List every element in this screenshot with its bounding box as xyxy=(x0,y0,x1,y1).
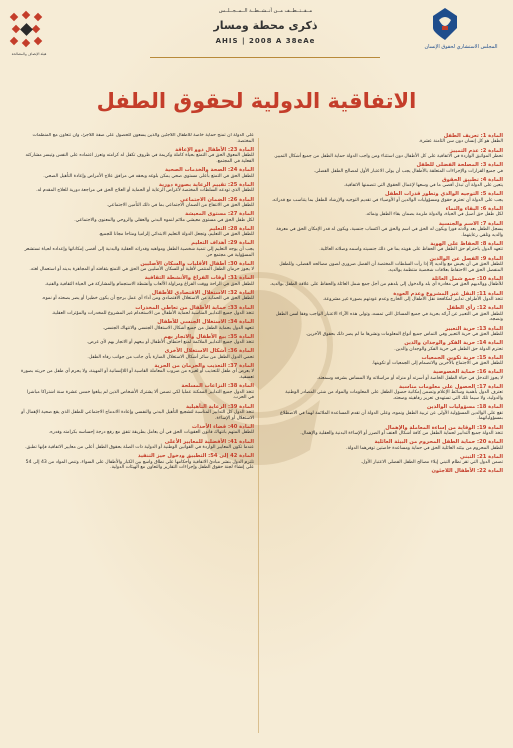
article-heading: المادة 25: تقييم الرعاية بصورة دورية xyxy=(158,181,254,188)
article-text: للطفل المعوق الحق في التمتع بحياة كاملة وكريمة في ظروف تكفل له كرامته وتعزز اعتماده على النفس وتيسر مشاركته الفعلية في المجتمع. xyxy=(25,153,254,165)
article-block xyxy=(269,256,503,274)
article-heading: المادة 30: أطفال الأقليات والسكان الأصليين xyxy=(140,260,254,267)
article-heading: المادة 6: البقاء والنماء xyxy=(445,205,503,212)
page-header xyxy=(0,0,513,62)
article-block xyxy=(20,439,254,451)
article-block xyxy=(20,167,254,179)
article-text: تحمي الدول الطفل من سائر أشكال الاستغلال الضارة بأي جانب من جوانب رفاه الطفل. xyxy=(87,354,254,360)
article-heading: المادة 1: تعريف الطفل xyxy=(443,133,503,139)
article-block xyxy=(269,369,503,381)
article-heading: المادة 15: حرية تكوين الجمعيات xyxy=(421,354,503,361)
article-block xyxy=(269,191,503,203)
right-text-column xyxy=(269,133,503,738)
equity-reconciliation-logo-icon xyxy=(8,10,46,54)
article-block xyxy=(20,319,254,331)
article-heading: المادة 4: تطبيق الحقوق xyxy=(442,176,503,183)
article-block xyxy=(20,197,254,209)
article-block xyxy=(269,241,503,253)
article-block xyxy=(269,305,503,323)
article-heading: المادة 41: الأفضلية للمعايير الأعلى xyxy=(164,438,254,445)
article-text: للطفل الحق في الحماية من الاستغلال الاقتصادي ومن أداء أي عمل يرجح أن يكون خطيرا أو يضر بصحته أو نموه. xyxy=(41,296,254,302)
column-divider xyxy=(258,138,259,733)
article-block xyxy=(20,348,254,360)
article-heading: المادة 8: الحفاظ على الهوية xyxy=(430,240,503,247)
article-text: تتخذ الدول جميع التدابير الملائمة لمنع اختطاف الأطفال أو بيعهم أو الاتجار بهم لأي غرض. xyxy=(86,340,254,346)
article-heading: المادة 27: مستوى المعيشة xyxy=(185,211,254,218)
article-block xyxy=(269,291,503,303)
ccdh-logo-icon xyxy=(430,6,460,42)
article-heading: المادة 20: حماية الطفل المحروم من البيئة العائلية xyxy=(374,439,503,446)
article-heading: المادة 32: الاستغلال الاقتصادي للأطفال xyxy=(151,289,254,296)
article-heading: المادة 24: الصحة والخدمات الصحية xyxy=(164,167,254,174)
article-text: لكل طفل حق أصيل في الحياة، والدولة ملزمة بضمان بقاء الطفل ونمائه. xyxy=(365,212,503,218)
article-text: لا يعرض أي طفل للتعذيب أو لغيره من ضروب المعاملة القاسية أو اللاإنسانية أو المهينة، ولا يحرم أي طفل من حريته بصورة تعسفية. xyxy=(20,369,254,381)
article-heading: المادة 7: الاسم والجنسية xyxy=(438,220,503,227)
article-heading: المادة 34: الاستغلال الجنسي للأطفال xyxy=(157,319,254,326)
article-block xyxy=(20,453,254,471)
article-text: للطفل الحق في أن يعيش مع والديه إلا إذا رأت السلطات المختصة أن الفصل ضروري لصون مصالحه الفضلى، وللطفل المنفصل الحق في الاحتفاظ بعلاقات شخصية منتظمة بوالديه. xyxy=(279,261,503,273)
article-block xyxy=(269,148,503,160)
article-text: للأطفال ووالديهم الحق في مغادرة أي بلد والدخول إلى بلدهم من أجل جمع شمل العائلة والحفاظ على علاقة الطفل بوالديه. xyxy=(269,282,503,288)
article-text: تلتزم الدول بنشر مبادئ الاتفاقية وأحكامها على نطاق واسع بين الكبار والأطفال على السواء، وتنص المواد من 43 إلى 54 على إنشاء لجنة حقوق الطفل وإجراءات التقارير والتعاون مع الهيئات الدولية. xyxy=(25,459,254,471)
article-block xyxy=(20,147,254,165)
article-block xyxy=(269,276,503,288)
article-heading: المادة 42 إلى 54: التطبيق ودخول حيز التنفيذ xyxy=(137,453,254,460)
article-text: يسجل الطفل بعد ولادته فورا ويكون له الحق في اسم والحق في اكتساب جنسية، ويكون له قدر الإمكان الحق في معرفة والديه وتلقي رعايتهما. xyxy=(276,226,503,238)
article-heading: المادة 36: أشكال الاستغلال الأخرى xyxy=(164,348,254,355)
article-block xyxy=(269,162,503,174)
article-heading: المادة 26: الضمان الاجتماعي xyxy=(179,196,254,203)
article-text: تتعهد الدول باحترام حق الطفل في الحفاظ على هويته بما في ذلك جنسيته واسمه وصلاته العائلية. xyxy=(319,247,503,253)
article-block xyxy=(20,383,254,401)
article-block xyxy=(20,211,254,223)
article-block xyxy=(269,206,503,218)
article-text: يجب أن يوجه التعليم إلى تنمية شخصية الطفل ومواهبه وقدراته العقلية والبدنية إلى أقصى إمكاناتها وإعداده لحياة تستشعر المسؤولية في مجتمع حر. xyxy=(24,246,254,258)
article-text: لا يجوز حرمان الطفل المنتمي لأقلية أو للسكان الأصليين من الحق في التمتع بثقافته أو المجاهرة بدينه أو استعمال لغته. xyxy=(29,267,254,273)
article-heading: المادة 9: الفصل عن الوالدين xyxy=(429,255,503,262)
article-text: للطفل الحق في الراحة ووقت الفراغ ومزاولة الألعاب وأنشطة الاستجمام والمشاركة في الحياة الثقافية والفنية. xyxy=(44,281,254,287)
article-heading: المادة 18: مسؤوليات الوالدين xyxy=(426,404,503,411)
article-text: تعترف الدول بأهمية وسائط الإعلام وتضمن إمكانية حصول الطفل على المعلومات والمواد من شتى المصادر الوطنية والدولية، ولا سيما تلك التي تستهدف تعزيز رفاهيته وصحته. xyxy=(285,390,503,402)
article-text: للطفل المتهم بانتهاك قانون العقوبات الحق في أن يعامل بطريقة تتفق مع رفع درجة إحساسه بكرامته وقدره. xyxy=(48,430,254,436)
article-heading: المادة 22: الأطفال اللاجئون xyxy=(431,468,503,475)
left-logo-caption: هيئة الإنصاف والمصالحة xyxy=(11,52,47,56)
article-block xyxy=(20,133,254,145)
article-text: تضمن الدول التي تقر نظام التبني إيلاء مصالح الطفل الفضلى الاعتبار الأول. xyxy=(360,460,503,466)
article-block xyxy=(20,424,254,436)
article-block xyxy=(269,425,503,437)
left-text-column xyxy=(20,133,254,738)
article-heading: المادة 35: بيع الأطفال والاتجار بهم xyxy=(163,333,254,340)
article-text: للطفل الحق في التمتع بأعلى مستوى صحي يمكن بلوغه وبحقه في مرافق علاج الأمراض وإعادة التأهيل الصحي. xyxy=(43,173,254,179)
article-heading: المادة 3: المصلحة الفضلى للطفل xyxy=(416,162,503,169)
article-heading: المادة 10: جمع شمل العائلة xyxy=(431,275,503,282)
article-block xyxy=(269,340,503,352)
article-heading: المادة 29: أهداف التعليم xyxy=(191,240,254,247)
article-text: الطفل هو كل إنسان دون سن الثامنة عشرة. xyxy=(418,139,503,145)
article-text: على الدولة أن تمنح حماية خاصة للأطفال اللاجئين والذين يسعون للحصول على صفة اللاجئ، وأن تتعاون مع المنظمات المختصة. xyxy=(32,133,254,144)
header-divider xyxy=(150,57,380,58)
article-text: للطفل المحروم من بيئته العائلية الحق في حماية ومساعدة خاصتين توفرهما الدولة. xyxy=(345,445,503,451)
article-heading: المادة 37: التعذيب والحرمان من الحرية xyxy=(154,362,254,369)
article-block xyxy=(20,261,254,273)
article-block xyxy=(269,439,503,451)
article-block xyxy=(20,182,254,194)
banner-subtitle: مــقــتــطــف مــن أنــشــطــة الــمــجــلــس xyxy=(218,8,313,14)
article-text: في جميع القرارات والإجراءات المتعلقة بالأطفال يجب أن يولى الاعتبار الأول لمصالح الطفل الفضلى. xyxy=(313,168,503,174)
article-block xyxy=(269,177,503,189)
article-block xyxy=(20,363,254,381)
article-block xyxy=(269,454,503,466)
article-text: تتخذ الدول الأطراف تدابير لمكافحة نقل الأطفال إلى الخارج وعدم عودتهم بصورة غير مشروعة. xyxy=(322,296,503,302)
article-text: لكل طفل الحق في مستوى معيشي ملائم لنموه البدني والعقلي والروحي والمعنوي والاجتماعي. xyxy=(74,217,254,223)
article-text: تحظر المواثيق الواردة في الاتفاقية على كل الأطفال دون استثناء ومن واجب الدولة حماية الطفل من جميع أشكال التمييز. xyxy=(273,154,503,159)
banner-title: ذكرى محطة ومسار xyxy=(213,19,318,32)
document-title: الاتفاقية الدولية لحقوق الطفل xyxy=(96,89,417,113)
article-block xyxy=(269,468,503,474)
article-heading: المادة 23: الأطفال ذوو الإعاقة xyxy=(175,146,254,153)
article-text: للطفل الحق في التعبير عن آرائه بحرية في جميع المسائل التي تمسه، وتولى هذه الآراء الاعتبار الواجب وفقا لسن الطفل ونضجه. xyxy=(275,311,503,323)
article-text: للطفل الحق في التعليم، وتجعل الدولة التعليم الابتدائي إلزاميا ومتاحا مجانا للجميع. xyxy=(98,232,254,238)
article-heading: المادة 11: النقل غير المشروع وعدم العودة xyxy=(393,290,503,297)
banner-meta: AHIS | 2008 A 38eAe xyxy=(215,37,316,45)
article-heading: المادة 17: الحصول على معلومات مناسبة xyxy=(399,383,503,390)
right-logo-caption: المجلس الاستشاري لحقوق الإنسان xyxy=(424,44,498,50)
article-text: تتخذ الدول جميع التدابير المناسبة لحماية الأطفال من الاستخدام غير المشروع للمخدرات والمؤثرات العقلية. xyxy=(51,310,254,316)
article-heading: المادة 28: التعليم xyxy=(209,225,254,232)
article-block xyxy=(20,334,254,346)
article-text: عندما تكون المعايير الواردة في القوانين الوطنية أو الدولية ذات الصلة بحقوق الطفل أعلى من معايير الاتفاقية فإنها تطبق. xyxy=(25,445,254,451)
article-text: لا يجوز التدخل في حياة الطفل الخاصة أو أسرته أو منزله أو مراسلاته ولا المساس بشرفه وسمعته. xyxy=(316,375,503,381)
article-text: تقع على الوالدين المسؤولية الأولى عن تربية الطفل ونموه، وعلى الدولة أن تقدم المساعدة الملائمة لهما في الاضطلاع بمسؤولياتهما. xyxy=(280,410,503,422)
article-heading: المادة 13: حرية التعبير xyxy=(445,325,503,332)
article-text: تتعهد الدول بحماية الطفل من جميع أشكال الاستغلال الجنسي والانتهاك الجنسي. xyxy=(102,325,254,331)
article-text: للطفل الذي تودعه السلطات المختصة لأغراض الرعاية أو الحماية أو العلاج الحق في مراجعة دورية للعلاج المقدم له. xyxy=(36,188,254,194)
article-block xyxy=(269,355,503,367)
article-block xyxy=(269,384,503,402)
article-text: تتخذ الدول كل التدابير المناسبة لتشجيع التأهيل البدني والنفسي وإعادة الاندماج الاجتماعي للطفل الذي يقع ضحية الإهمال أو الاستغلال أو الإساءة. xyxy=(21,410,254,421)
article-heading: المادة 2: عدم التمييز xyxy=(449,147,503,154)
article-heading: المادة 19: الوقاية من إساءة المعاملة والإهمال xyxy=(385,424,503,431)
article-block xyxy=(20,305,254,317)
article-heading: المادة 16: حماية الخصوصية xyxy=(433,369,503,376)
article-text: يجب على الدولة أن تحترم حقوق ومسؤوليات الوالدين أو الأوصياء في تقديم التوجيه والإرشاد للطفل بما يتناسب مع قدراته. xyxy=(271,197,503,203)
article-text: للطفل الحق في الاجتماع بالآخرين والانضمام إلى الجمعيات أو تكوينها. xyxy=(371,361,503,367)
article-block xyxy=(20,404,254,422)
article-heading: المادة 12: رأي الطفل xyxy=(446,305,503,312)
article-text: تتخذ الدولة جميع التدابير لحماية الطفل من كافة أشكال العنف أو الضرر أو الإساءة البدنية والعقلية والإهمال. xyxy=(300,431,503,437)
article-heading: المادة 5: التوجيه الوالدي وتطور قدرات الطفل xyxy=(385,191,503,198)
article-heading: المادة 39: الرعاية التأهيلية xyxy=(185,403,254,410)
article-text: تحترم الدولة حق الطفل في حرية الفكر والوجدان والدين. xyxy=(394,346,503,352)
article-heading: المادة 40: قضاء الأحداث xyxy=(191,424,254,431)
article-block xyxy=(20,275,254,287)
article-block xyxy=(20,240,254,258)
article-block xyxy=(269,221,503,239)
article-block xyxy=(269,326,503,338)
article-block xyxy=(269,404,503,422)
article-heading: المادة 33: حماية الأطفال من تعاطي المخدرات xyxy=(135,304,254,311)
article-heading: المادة 38: النزاعات المسلحة xyxy=(181,383,254,390)
article-text: تتخذ الدول جميع التدابير الممكنة عمليا لكي تضمن ألا يشترك الأشخاص الذين لم يبلغوا خمس عشرة سنة اشتراكا مباشرا في الحرب. xyxy=(26,389,254,401)
article-text: للطفل الحق في الانتفاع من الضمان الاجتماعي بما في ذلك التأمين الاجتماعي. xyxy=(106,202,254,208)
article-heading: المادة 31: أوقات الفراغ والأنشطة الثقافية xyxy=(144,275,254,282)
article-heading: المادة 14: حرية الفكر والوجدان والدين xyxy=(404,340,503,347)
article-block xyxy=(20,226,254,238)
article-block xyxy=(269,133,503,145)
article-text: يتعين على الدولة أن تبذل أقصى ما في وسعها لإعمال الحقوق التي تتضمنها الاتفاقية. xyxy=(343,183,503,189)
article-block xyxy=(20,290,254,302)
article-heading: المادة 21: التبني xyxy=(459,453,503,460)
article-text: للطفل الحق في حرية التعبير وفي التماس جميع أنواع المعلومات ونشرها ما لم يضر ذلك بحقوق الآخرين. xyxy=(305,331,503,337)
